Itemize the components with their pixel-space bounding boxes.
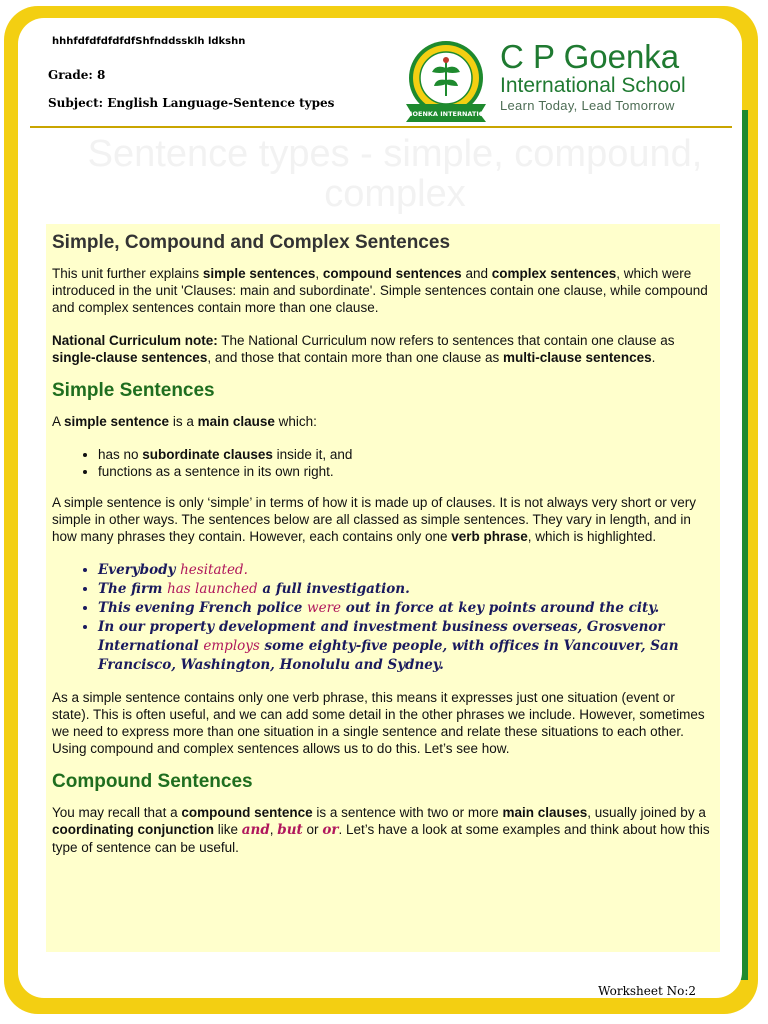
- intro-paragraph: This unit further explains simple sentences, compound sentences and complex sentences, which were introduced in the unit 'Clauses: main and subordinate'. Simple sentences contain one clause, while compound and complex sentences contain more than one clause.: [52, 266, 708, 315]
- school-subtitle: International School: [500, 74, 686, 97]
- list-item: • functions as a sentence in its own right.: [98, 463, 714, 480]
- example-sentences-list: [52, 561, 714, 675]
- worksheet-number: Worksheet No:2: [598, 984, 696, 998]
- school-tagline: Learn Today, Lead Tomorrow: [500, 98, 675, 113]
- grade-label: Grade: 8: [48, 68, 106, 82]
- compound-sentences-heading: Compound Sentences: [52, 771, 253, 792]
- simple-explanation-paragraph: A simple sentence is only ‘simple’ in terms of how it is made up of clauses. It is not always very short or very simple in other ways. The sentences below are all classed as simple sentences. They vary in length, and in how many phrases they contain. However, each contains only one verb phrase, which is highlighted.: [52, 495, 697, 544]
- simple-summary-paragraph: As a simple sentence contains only one verb phrase, this means it expresses just one situation (event or state). This is often useful, and we can add some detail in the other phrases we include. However, sometimes we need to express more than one situation in a single sentence and relate these situations to each other. Using compound and complex sentences allows us to do this. Let’s see how.: [52, 690, 705, 756]
- logo-ribbon-text: C P GOENKA INTERNATIONAL: [393, 110, 499, 118]
- lesson-title: Simple, Compound and Complex Sentences: [52, 232, 451, 253]
- header-divider: [30, 126, 732, 128]
- simple-definition-paragraph: A simple sentence is a main clause which:: [52, 414, 317, 429]
- header-top-text: hhhfdfdfdfdfdfShfnddssklh ldkshn: [52, 36, 246, 47]
- list-item: • Everybody hesitated.: [98, 561, 714, 580]
- list-item: • In our property development and investment business overseas, Grosvenor International employs some eighty-five people, with offices in Vancouver, San Francisco, Washington, Honolulu and Sydney.: [98, 618, 714, 675]
- simple-criteria-list: [52, 446, 714, 480]
- simple-sentences-heading: Simple Sentences: [52, 380, 215, 401]
- curriculum-note-paragraph: National Curriculum note: The National Curriculum now refers to sentences that contain one clause as single-clause sentences, and those that contain more than one clause as multi-clause sentences.: [52, 333, 675, 365]
- compound-definition-paragraph: You may recall that a compound sentence is a sentence with two or more main clauses, usually joined by a coordinating conjunction like and, but or or. Let’s have a look at some examples and think about how this type of sentence can be useful.: [52, 805, 710, 855]
- list-item: • has no subordinate clauses inside it, and: [98, 446, 714, 463]
- ghost-title: Sentence types - simple, compound, complex: [87, 133, 703, 215]
- school-name: C P Goenka: [500, 38, 680, 75]
- subject-label: Subject: English Language-Sentence types: [48, 96, 335, 110]
- worksheet-header: [18, 18, 742, 126]
- list-item: • This evening French police were out in force at key points around the city.: [98, 599, 714, 618]
- lesson-content-box: [46, 224, 720, 952]
- list-item: • The firm has launched a full investigation.: [98, 580, 714, 599]
- worksheet-page: [18, 18, 742, 998]
- school-logo-icon: [393, 38, 499, 126]
